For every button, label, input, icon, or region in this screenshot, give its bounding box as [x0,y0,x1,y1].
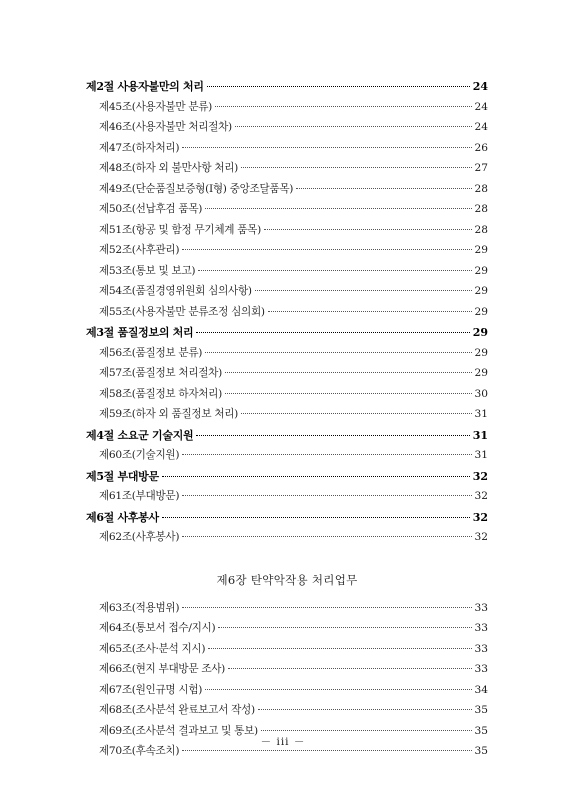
toc-section-entry [86,427,488,448]
toc-section-entry [86,324,488,345]
dot-leader [228,668,471,669]
toc-entry-title: 제56조(품질정보 분류) [99,346,203,359]
toc-entry-page: 33 [474,622,488,634]
toc-entry-page: 32 [472,510,488,524]
dot-leader [241,413,471,414]
toc-entry-title: 제61조(부대방문) [99,490,180,502]
toc-article-entry [86,181,488,202]
toc-entry-title: 제63조(적용범위) [99,601,180,614]
toc-entry-title: 제47조(하자처리) [99,141,180,154]
toc-entry-title: 제46조(사용자불만 처리절차) [99,121,232,133]
toc-block-1 [86,78,488,550]
toc-entry-title: 제53조(통보 및 보고) [99,264,196,277]
toc-article-entry [86,365,488,386]
dot-leader [182,147,471,148]
toc-article-entry [86,529,488,550]
toc-entry-title: 제45조(사용자불만 분류) [99,100,213,113]
toc-entry-title: 제4절 소요군 기술지원 [86,428,194,442]
toc-entry-page: 35 [474,724,488,737]
dot-leader [205,352,471,353]
toc-article-entry [86,682,488,703]
dot-leader [225,372,472,373]
toc-entry-page: 28 [474,223,488,236]
dot-leader [162,476,470,477]
toc-entry-page: 33 [474,642,488,655]
table-of-contents [86,78,488,764]
toc-article-entry [86,140,488,161]
toc-entry-page: 32 [472,469,488,483]
dot-leader [296,188,471,189]
toc-article-entry [86,600,488,621]
toc-entry-page: 33 [474,663,488,675]
dot-leader [182,495,471,496]
toc-entry-title: 제59조(하자 외 품질정보 처리) [99,408,239,420]
chapter-heading: 제6장 탄약악작용 처리업무 [216,572,358,587]
dot-leader [182,607,471,608]
toc-entry-page: 29 [474,367,488,379]
dot-leader [196,332,469,333]
toc-article-entry [86,406,488,427]
toc-entry-page: 35 [474,704,488,716]
toc-article-entry [86,99,488,120]
toc-entry-page: 29 [472,326,488,339]
dot-leader [205,689,471,690]
toc-article-entry [86,242,488,263]
toc-entry-title: 제58조(품질정보 하자처리) [99,387,222,400]
dot-leader [235,126,472,127]
toc-entry-page: 28 [474,182,488,195]
toc-entry-title: 제64조(통보서 접수/지시) [99,622,216,634]
toc-article-entry [86,488,488,509]
toc-article-entry [86,263,488,284]
toc-article-entry [86,119,488,140]
dot-leader [258,709,472,710]
toc-entry-title: 제5절 부대방문 [86,469,159,483]
toc-entry-page: 31 [472,428,488,442]
toc-article-entry [86,641,488,662]
toc-entry-page: 31 [474,449,488,461]
dot-leader [218,627,471,628]
dot-leader [261,730,472,731]
toc-article-entry [86,620,488,641]
toc-section-entry [86,468,488,489]
toc-article-entry [86,702,488,723]
toc-section-entry [86,509,488,530]
toc-section-entry [86,78,488,99]
toc-entry-title: 제3절 품질정보의 처리 [86,326,194,339]
toc-entry-title: 제65조(조사·분석 지시) [99,642,206,655]
toc-entry-page: 29 [474,264,488,277]
dot-leader [205,208,471,209]
toc-entry-page: 27 [474,162,488,174]
toc-entry-title: 제57조(품질정보 처리절차) [99,367,222,379]
toc-article-entry [86,345,488,366]
toc-entry-page: 29 [474,244,488,256]
toc-entry-title: 제62조(사후봉사) [99,531,180,543]
toc-entry-page: 26 [474,141,488,154]
toc-article-entry [86,304,488,325]
toc-entry-title: 제6절 사후봉사 [86,510,159,524]
toc-entry-page: 35 [474,745,488,757]
toc-article-entry [86,160,488,181]
toc-entry-title: 제55조(사용자불만 분류조정 심의회) [99,305,265,318]
toc-article-entry [86,201,488,222]
dot-leader [207,86,470,87]
toc-entry-title: 제49조(단순품질보증형(Ⅰ형) 중앙조달품목) [99,182,294,195]
dot-leader [182,750,471,751]
toc-entry-title: 제52조(사후관리) [99,244,180,256]
page-number: － iii － [260,736,306,748]
toc-entry-title: 제50조(선납후검 품목) [99,203,203,215]
toc-entry-title: 제2절 사용자불만의 처리 [86,80,204,93]
toc-article-entry [86,386,488,407]
dot-leader [208,648,471,649]
toc-entry-page: 29 [474,285,488,297]
toc-entry-page: 33 [474,601,488,614]
dot-leader [268,311,472,312]
dot-leader [196,435,469,436]
dot-leader [198,270,471,271]
toc-entry-title: 제68조(조사분석 완료보고서 작성) [99,704,255,716]
toc-entry-title: 제51조(항공 및 함정 무기체계 품목) [99,223,261,236]
toc-article-entry [86,447,488,468]
toc-entry-page: 29 [474,346,488,359]
toc-entry-title: 제66조(현지 부대방문 조사) [99,663,226,675]
toc-article-entry [86,283,488,304]
dot-leader [162,517,470,518]
toc-entry-title: 제67조(원인규명 시험) [99,683,203,696]
toc-entry-page: 32 [474,490,488,502]
toc-entry-page: 30 [474,387,488,400]
dot-leader [182,536,471,537]
toc-entry-page: 32 [474,531,488,543]
toc-entry-page: 24 [472,80,488,93]
toc-article-entry [86,222,488,243]
toc-entry-title: 제54조(품질경영위원회 심의사항) [99,285,252,297]
dot-leader [182,454,471,455]
dot-leader [182,249,471,250]
toc-entry-page: 24 [474,100,488,113]
toc-entry-title: 제60조(기술지원) [99,449,180,461]
dot-leader [255,290,472,291]
dot-leader [225,393,472,394]
toc-entry-title: 제69조(조사분석 결과보고 및 통보) [99,724,258,737]
dot-leader [264,229,472,230]
toc-entry-page: 31 [474,408,488,420]
toc-entry-page: 28 [474,203,488,215]
toc-entry-page: 34 [474,683,488,696]
dot-leader [241,167,471,168]
toc-entry-page: 29 [474,305,488,318]
toc-entry-page: 24 [474,121,488,133]
dot-leader [215,106,472,107]
toc-entry-title: 제70조(후속조치) [99,745,180,757]
toc-entry-title: 제48조(하자 외 불만사항 처리) [99,162,239,174]
toc-article-entry [86,661,488,682]
